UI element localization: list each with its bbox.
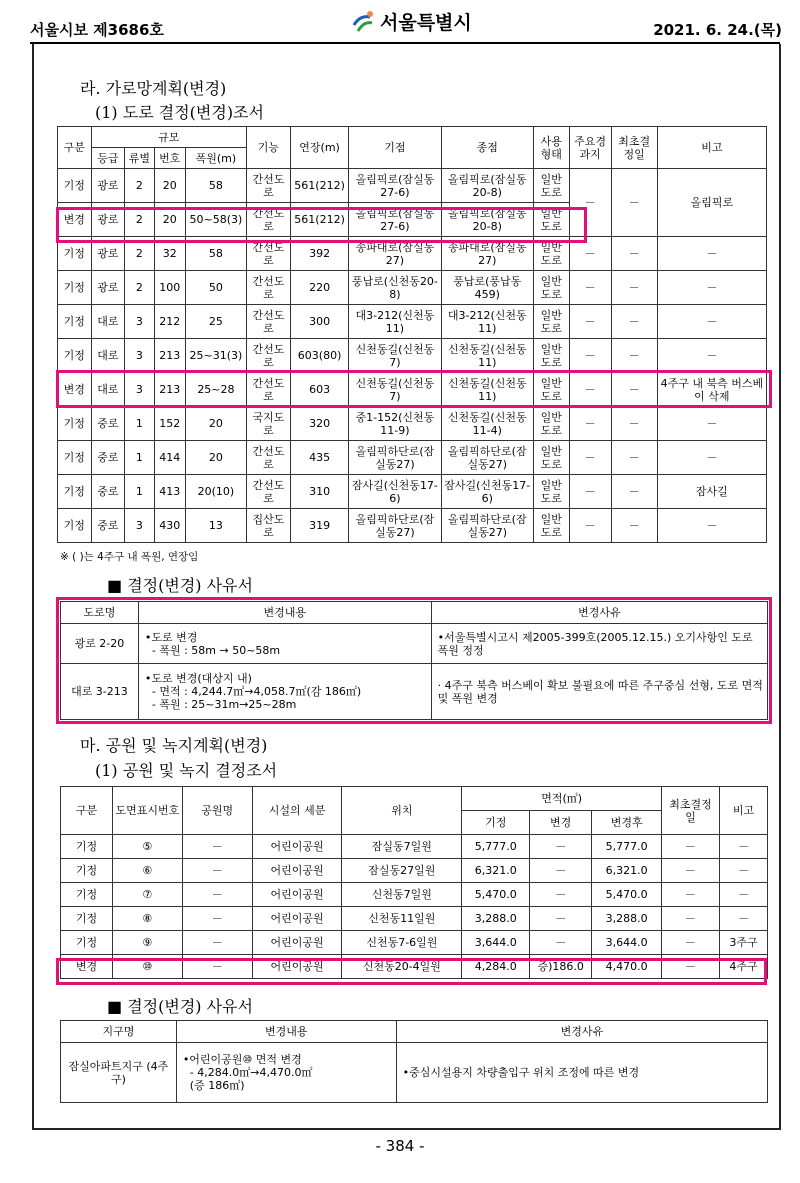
cell-choecho: － bbox=[611, 339, 657, 373]
cell-yeonjang: 220 bbox=[290, 271, 348, 305]
cell-deunggeup: 광로 bbox=[91, 203, 125, 237]
cell-gineung: 간선도로 bbox=[246, 441, 290, 475]
pt-h-domyeon: 도면표시번호 bbox=[112, 787, 182, 835]
cell-jongjeom: 풍납로(풍납동459) bbox=[441, 271, 533, 305]
park-row bbox=[61, 835, 768, 859]
r1-content-line: - 폭원 : 25~31m→25~28m bbox=[144, 698, 297, 711]
section-subtitle-road: (1) 도로 결정(변경)조서 bbox=[95, 103, 264, 122]
cell-choecho: － bbox=[611, 441, 657, 475]
park-cell-byeongyeong: － bbox=[530, 859, 592, 883]
cell-yeonjang: 310 bbox=[290, 475, 348, 509]
cell-jongjeom: 신천동길(신천동11) bbox=[441, 339, 533, 373]
park-cell-gongwon: － bbox=[182, 931, 252, 955]
pt-h-choecho: 최초결정일 bbox=[662, 787, 720, 835]
cell-yeonjang: 435 bbox=[290, 441, 348, 475]
cell-pokwon: 20(10) bbox=[186, 475, 247, 509]
cell-sayong: 일반도로 bbox=[533, 441, 569, 475]
cell-gineung: 간선도로 bbox=[246, 339, 290, 373]
cell-jugyo: － bbox=[569, 475, 611, 509]
cell-beonho: 414 bbox=[154, 441, 185, 475]
cell-gineung: 간선도로 bbox=[246, 305, 290, 339]
th-pokwon: 폭원(m) bbox=[186, 148, 247, 169]
cell-jongjeom: 신천동길(신천동11) bbox=[441, 373, 533, 407]
park-cell-gijeong: 5,777.0 bbox=[462, 835, 530, 859]
cell-deunggeup: 중로 bbox=[91, 441, 125, 475]
r1-road-name: 대로 3-213 bbox=[61, 664, 139, 720]
park-cell-gongwon: － bbox=[182, 955, 252, 979]
cell-gijeom: 잠사길(신천동17-6) bbox=[349, 475, 441, 509]
road-row bbox=[58, 271, 767, 305]
highlight-reason1 bbox=[56, 597, 772, 724]
park-cell-byeongyeong: － bbox=[530, 931, 592, 955]
r1-h-reason: 변경사유 bbox=[431, 602, 767, 624]
cell-gijeom: 풍납로(신천동20-8) bbox=[349, 271, 441, 305]
park-table bbox=[60, 786, 768, 979]
cell-pokwon: 20 bbox=[186, 441, 247, 475]
park-cell-byeongyeonghu: 6,321.0 bbox=[592, 859, 662, 883]
pt-h-gijeong: 기정 bbox=[462, 811, 530, 835]
road-row bbox=[58, 407, 767, 441]
park-row bbox=[61, 907, 768, 931]
cell-beonho: 213 bbox=[154, 373, 185, 407]
reason2-title: ■ 결정(변경) 사유서 bbox=[107, 997, 253, 1016]
park-cell-gongwon: － bbox=[182, 835, 252, 859]
park-cell-gubun: 기정 bbox=[61, 859, 113, 883]
r1-content-line: - 면적 : 4,244.7㎡→4,058.7㎡(감 186㎡) bbox=[144, 685, 362, 698]
reason1-title: ■ 결정(변경) 사유서 bbox=[107, 576, 253, 595]
cell-choecho: － bbox=[611, 475, 657, 509]
cell-gubun: 기정 bbox=[58, 271, 92, 305]
cell-deunggeup: 대로 bbox=[91, 373, 125, 407]
road-table-note: ※ ( )는 4주구 내 폭원, 연장임 bbox=[60, 551, 199, 563]
park-cell-wichi: 신천동7일원 bbox=[342, 883, 462, 907]
park-cell-byeongyeonghu: 5,470.0 bbox=[592, 883, 662, 907]
cell-ryubyeol: 2 bbox=[125, 169, 154, 203]
cell-sayong: 일반도로 bbox=[533, 237, 569, 271]
cell-pokwon: 58 bbox=[186, 169, 247, 203]
cell-jugyo: － bbox=[569, 339, 611, 373]
r1-content-line: •도로 변경(대상지 내) bbox=[144, 672, 252, 685]
highlight-road-row-2 bbox=[56, 207, 587, 243]
cell-gineung: 집산도로 bbox=[246, 509, 290, 543]
cell-gubun: 기정 bbox=[58, 509, 92, 543]
issue-date: 2021. 6. 24.(목) bbox=[653, 21, 782, 39]
cell-bigo: － bbox=[657, 339, 766, 373]
park-cell-byeongyeonghu: 5,777.0 bbox=[592, 835, 662, 859]
park-cell-bigo: － bbox=[720, 907, 768, 931]
r1-reason: •서울특별시고시 제2005-399호(2005.12.15.) 오기사항인 도로 폭원 정정 bbox=[431, 624, 767, 664]
cell-gineung: 간선도로 bbox=[246, 169, 290, 203]
park-cell-wichi: 잠실동27일원 bbox=[342, 859, 462, 883]
cell-bigo: － bbox=[657, 441, 766, 475]
park-cell-gijeong: 6,321.0 bbox=[462, 859, 530, 883]
cell-jugyo: － bbox=[569, 271, 611, 305]
cell-beonho: 20 bbox=[154, 169, 185, 203]
cell-pokwon: 25~28 bbox=[186, 373, 247, 407]
cell-sayong: 일반도로 bbox=[533, 271, 569, 305]
page-number: - 384 - bbox=[375, 1137, 425, 1155]
cell-gineung: 국지도로 bbox=[246, 407, 290, 441]
park-cell-domyeon: ⑩ bbox=[112, 955, 182, 979]
cell-ryubyeol: 1 bbox=[125, 475, 154, 509]
park-cell-wichi: 신천동7-6일원 bbox=[342, 931, 462, 955]
cell-gineung: 간선도로 bbox=[246, 373, 290, 407]
cell-pokwon: 50~58(3) bbox=[186, 203, 247, 237]
th-gyumo: 규모 bbox=[91, 127, 246, 148]
cell-beonho: 212 bbox=[154, 305, 185, 339]
cell-gijeom: 대3-212(신천동11) bbox=[349, 305, 441, 339]
park-cell-domyeon: ⑨ bbox=[112, 931, 182, 955]
park-cell-choecho: － bbox=[662, 883, 720, 907]
park-cell-byeongyeong: － bbox=[530, 835, 592, 859]
park-cell-gubun: 변경 bbox=[61, 955, 113, 979]
cell-gijeom: 신천동길(신천동7) bbox=[349, 339, 441, 373]
cell-pokwon: 20 bbox=[186, 407, 247, 441]
pt-h-sese: 시설의 세분 bbox=[252, 787, 342, 835]
cell-ryubyeol: 1 bbox=[125, 407, 154, 441]
cell-jongjeom: 대3-212(신천동11) bbox=[441, 305, 533, 339]
th-bigo: 비고 bbox=[657, 127, 766, 169]
park-cell-sese: 어린이공원 bbox=[252, 931, 342, 955]
highlight-road-row-7 bbox=[56, 370, 772, 408]
cell-gubun: 기정 bbox=[58, 407, 92, 441]
park-cell-sese: 어린이공원 bbox=[252, 859, 342, 883]
road-row bbox=[58, 509, 767, 543]
section-title-road: 라. 가로망계획(변경) bbox=[80, 79, 227, 98]
cell-jongjeom: 올림픽로(잠실동20-8) bbox=[441, 169, 533, 203]
cell-deunggeup: 광로 bbox=[91, 237, 125, 271]
pt-h-gubun: 구분 bbox=[61, 787, 113, 835]
cell-gubun: 변경 bbox=[58, 203, 92, 237]
cell-gubun: 기정 bbox=[58, 305, 92, 339]
cell-jugyo: － bbox=[569, 237, 611, 271]
cell-jugyo: － bbox=[569, 509, 611, 543]
park-cell-choecho: － bbox=[662, 835, 720, 859]
cell-deunggeup: 중로 bbox=[91, 475, 125, 509]
cell-yeonjang: 561(212) bbox=[290, 203, 348, 237]
seoul-city-name: 서울특별시 bbox=[380, 12, 472, 34]
park-cell-gongwon: － bbox=[182, 859, 252, 883]
cell-yeonjang: 320 bbox=[290, 407, 348, 441]
r2-content-line: - 4,284.0㎡→4,470.0㎡ bbox=[182, 1066, 313, 1079]
cell-deunggeup: 대로 bbox=[91, 305, 125, 339]
cell-gijeom: 중1-152(신천동11-9) bbox=[349, 407, 441, 441]
cell-yeonjang: 392 bbox=[290, 237, 348, 271]
park-cell-choecho: － bbox=[662, 859, 720, 883]
r2-content-line: (증 186㎡) bbox=[182, 1079, 245, 1092]
park-cell-choecho: － bbox=[662, 931, 720, 955]
cell-bigo: － bbox=[657, 407, 766, 441]
cell-yeonjang: 319 bbox=[290, 509, 348, 543]
cell-ryubyeol: 3 bbox=[125, 373, 154, 407]
cell-choecho: － bbox=[611, 169, 657, 237]
cell-gijeom: 올림픽하단로(잠실동27) bbox=[349, 441, 441, 475]
pt-h-byeongyeonghu: 변경후 bbox=[592, 811, 662, 835]
cell-jugyo: － bbox=[569, 373, 611, 407]
cell-sayong: 일반도로 bbox=[533, 305, 569, 339]
park-cell-wichi: 잠실동7일원 bbox=[342, 835, 462, 859]
road-row bbox=[58, 169, 767, 203]
park-cell-byeongyeong: － bbox=[530, 907, 592, 931]
cell-bigo: 잠사길 bbox=[657, 475, 766, 509]
th-jugyo: 주요경과지 bbox=[569, 127, 611, 169]
cell-sayong: 일반도로 bbox=[533, 373, 569, 407]
r1-content-line: - 폭원 : 58m → 50~58m bbox=[144, 643, 281, 657]
r2-content bbox=[176, 1043, 396, 1103]
park-cell-byeongyeong: － bbox=[530, 883, 592, 907]
pt-h-gongwon: 공원명 bbox=[182, 787, 252, 835]
park-cell-gongwon: － bbox=[182, 883, 252, 907]
cell-deunggeup: 대로 bbox=[91, 339, 125, 373]
cell-gubun: 기정 bbox=[58, 339, 92, 373]
park-row bbox=[61, 883, 768, 907]
cell-gubun: 기정 bbox=[58, 441, 92, 475]
cell-jongjeom: 올림픽하단로(잠실동27) bbox=[441, 441, 533, 475]
cell-gijeom: 올림픽로(잠실동27-6) bbox=[349, 203, 441, 237]
park-cell-bigo: － bbox=[720, 859, 768, 883]
cell-gubun: 기정 bbox=[58, 237, 92, 271]
cell-ryubyeol: 3 bbox=[125, 509, 154, 543]
cell-gijeom: 송파대로(잠실동27) bbox=[349, 237, 441, 271]
park-cell-wichi: 신천동20-4일원 bbox=[342, 955, 462, 979]
park-cell-sese: 어린이공원 bbox=[252, 907, 342, 931]
r1-reason: · 4주구 북측 버스베이 확보 불필요에 따른 주구중심 선형, 도로 면적 및 폭원 변경 bbox=[431, 664, 767, 720]
r2-content-line: •어린이공원⑩ 면적 변경 bbox=[182, 1053, 302, 1066]
cell-gijeom: 신천동길(신천동7) bbox=[349, 373, 441, 407]
road-table bbox=[57, 126, 767, 543]
park-cell-bigo: 3주구 bbox=[720, 931, 768, 955]
cell-pokwon: 58 bbox=[186, 237, 247, 271]
park-cell-byeongyeong: 증)186.0 bbox=[530, 955, 592, 979]
cell-yeonjang: 300 bbox=[290, 305, 348, 339]
pt-h-wichi: 위치 bbox=[342, 787, 462, 835]
cell-deunggeup: 중로 bbox=[91, 509, 125, 543]
cell-choecho: － bbox=[611, 271, 657, 305]
cell-jugyo: － bbox=[569, 407, 611, 441]
road-row bbox=[58, 441, 767, 475]
cell-sayong: 일반도로 bbox=[533, 475, 569, 509]
road-row bbox=[58, 339, 767, 373]
cell-bigo: － bbox=[657, 305, 766, 339]
cell-bigo: － bbox=[657, 237, 766, 271]
cell-gijeom: 올림픽로(잠실동27-6) bbox=[349, 169, 441, 203]
th-beonho: 번호 bbox=[154, 148, 185, 169]
cell-gineung: 간선도로 bbox=[246, 203, 290, 237]
park-cell-domyeon: ⑥ bbox=[112, 859, 182, 883]
th-sayong: 사용형태 bbox=[533, 127, 569, 169]
cell-deunggeup: 광로 bbox=[91, 169, 125, 203]
park-cell-domyeon: ⑧ bbox=[112, 907, 182, 931]
cell-gijeom: 올림픽하단로(잠실동27) bbox=[349, 509, 441, 543]
cell-beonho: 32 bbox=[154, 237, 185, 271]
cell-beonho: 100 bbox=[154, 271, 185, 305]
park-cell-gubun: 기정 bbox=[61, 883, 113, 907]
page-header bbox=[0, 0, 800, 40]
gazette-number: 서울시보 제3686호 bbox=[30, 21, 164, 39]
cell-pokwon: 25 bbox=[186, 305, 247, 339]
cell-choecho: － bbox=[611, 373, 657, 407]
park-cell-gijeong: 5,470.0 bbox=[462, 883, 530, 907]
reason2-table bbox=[60, 1020, 768, 1103]
pt-h-byeongyeong: 변경 bbox=[530, 811, 592, 835]
r1-h-name: 도로명 bbox=[61, 602, 139, 624]
th-ryubyeol: 류별 bbox=[125, 148, 154, 169]
cell-ryubyeol: 3 bbox=[125, 339, 154, 373]
park-cell-choecho: － bbox=[662, 907, 720, 931]
cell-choecho: － bbox=[611, 407, 657, 441]
r1-road-name: 광로 2-20 bbox=[61, 624, 139, 664]
road-row bbox=[58, 305, 767, 339]
cell-yeonjang: 561(212) bbox=[290, 169, 348, 203]
cell-jugyo: － bbox=[569, 169, 611, 237]
cell-beonho: 20 bbox=[154, 203, 185, 237]
seoul-logo bbox=[350, 8, 472, 35]
park-cell-gijeong: 3,644.0 bbox=[462, 931, 530, 955]
highlight-park-row-6 bbox=[56, 958, 767, 985]
park-cell-wichi: 신천동11일원 bbox=[342, 907, 462, 931]
section-title-park: 마. 공원 및 녹지계획(변경) bbox=[80, 736, 268, 755]
cell-jongjeom: 올림픽하단로(잠실동27) bbox=[441, 509, 533, 543]
cell-pokwon: 25~31(3) bbox=[186, 339, 247, 373]
cell-pokwon: 13 bbox=[186, 509, 247, 543]
cell-ryubyeol: 1 bbox=[125, 441, 154, 475]
road-row bbox=[58, 475, 767, 509]
park-cell-gubun: 기정 bbox=[61, 835, 113, 859]
cell-choecho: － bbox=[611, 237, 657, 271]
section-subtitle-park: (1) 공원 및 녹지 결정조서 bbox=[95, 761, 278, 780]
park-cell-choecho: － bbox=[662, 955, 720, 979]
park-cell-gubun: 기정 bbox=[61, 907, 113, 931]
cell-ryubyeol: 2 bbox=[125, 271, 154, 305]
park-cell-gijeong: 4,284.0 bbox=[462, 955, 530, 979]
cell-gubun: 변경 bbox=[58, 373, 92, 407]
cell-jongjeom: 잠사길(신천동17-6) bbox=[441, 475, 533, 509]
park-cell-gubun: 기정 bbox=[61, 931, 113, 955]
park-row bbox=[61, 931, 768, 955]
cell-bigo-merged: 올림픽로 bbox=[657, 169, 766, 237]
cell-gubun: 기정 bbox=[58, 475, 92, 509]
cell-bigo: － bbox=[657, 509, 766, 543]
cell-yeonjang: 603 bbox=[290, 373, 348, 407]
park-cell-bigo: － bbox=[720, 883, 768, 907]
r2-h-content: 변경내용 bbox=[176, 1021, 396, 1043]
park-cell-sese: 어린이공원 bbox=[252, 883, 342, 907]
cell-gineung: 간선도로 bbox=[246, 475, 290, 509]
cell-beonho: 413 bbox=[154, 475, 185, 509]
cell-jugyo: － bbox=[569, 441, 611, 475]
pt-h-myeonjeok: 면적(㎡) bbox=[462, 787, 662, 811]
cell-sayong: 일반도로 bbox=[533, 407, 569, 441]
cell-sayong: 일반도로 bbox=[533, 339, 569, 373]
cell-pokwon: 50 bbox=[186, 271, 247, 305]
cell-sayong: 일반도로 bbox=[533, 509, 569, 543]
cell-ryubyeol: 3 bbox=[125, 305, 154, 339]
r2-h-reason: 변경사유 bbox=[396, 1021, 767, 1043]
th-jongjeom: 종점 bbox=[441, 127, 533, 169]
cell-gineung: 간선도로 bbox=[246, 271, 290, 305]
cell-ryubyeol: 2 bbox=[125, 237, 154, 271]
cell-beonho: 430 bbox=[154, 509, 185, 543]
cell-deunggeup: 광로 bbox=[91, 271, 125, 305]
th-gijeom: 기점 bbox=[349, 127, 441, 169]
cell-beonho: 152 bbox=[154, 407, 185, 441]
r1-content-line: •도로 변경 bbox=[144, 630, 198, 644]
cell-bigo: 4주구 내 북측 버스베이 삭제 bbox=[657, 373, 766, 407]
park-cell-byeongyeonghu: 3,644.0 bbox=[592, 931, 662, 955]
cell-choecho: － bbox=[611, 509, 657, 543]
r2-reason: •중심시설용지 차량출입구 위치 조정에 따른 변경 bbox=[396, 1043, 767, 1103]
park-row bbox=[61, 859, 768, 883]
park-cell-gongwon: － bbox=[182, 907, 252, 931]
cell-jugyo: － bbox=[569, 305, 611, 339]
th-gineung: 기능 bbox=[246, 127, 290, 169]
cell-jongjeom: 올림픽로(잠실동20-8) bbox=[441, 203, 533, 237]
cell-jongjeom: 송파대로(잠실동27) bbox=[441, 237, 533, 271]
cell-gineung: 간선도로 bbox=[246, 237, 290, 271]
th-deunggeup: 등급 bbox=[91, 148, 125, 169]
r1-h-content: 변경내용 bbox=[138, 602, 431, 624]
park-cell-byeongyeonghu: 3,288.0 bbox=[592, 907, 662, 931]
park-cell-bigo: － bbox=[720, 835, 768, 859]
r2-name: 잠실아파트지구 (4주구) bbox=[61, 1043, 177, 1103]
park-cell-domyeon: ⑤ bbox=[112, 835, 182, 859]
cell-ryubyeol: 2 bbox=[125, 203, 154, 237]
th-yeonjang: 연장(m) bbox=[290, 127, 348, 169]
cell-bigo: － bbox=[657, 271, 766, 305]
park-cell-domyeon: ⑦ bbox=[112, 883, 182, 907]
park-cell-byeongyeonghu: 4,470.0 bbox=[592, 955, 662, 979]
cell-jongjeom: 신천동길(신천동11-4) bbox=[441, 407, 533, 441]
seoul-emblem-icon bbox=[350, 9, 376, 35]
cell-sayong: 일반도로 bbox=[533, 203, 569, 237]
park-cell-gijeong: 3,288.0 bbox=[462, 907, 530, 931]
r2-h-name: 지구명 bbox=[61, 1021, 177, 1043]
cell-deunggeup: 중로 bbox=[91, 407, 125, 441]
cell-yeonjang: 603(80) bbox=[290, 339, 348, 373]
park-cell-sese: 어린이공원 bbox=[252, 955, 342, 979]
cell-gubun: 기정 bbox=[58, 169, 92, 203]
park-cell-sese: 어린이공원 bbox=[252, 835, 342, 859]
pt-h-bigo: 비고 bbox=[720, 787, 768, 835]
cell-sayong: 일반도로 bbox=[533, 169, 569, 203]
th-choecho: 최초결정일 bbox=[611, 127, 657, 169]
park-cell-bigo: 4주구 bbox=[720, 955, 768, 979]
cell-beonho: 213 bbox=[154, 339, 185, 373]
th-gubun: 구분 bbox=[58, 127, 92, 169]
cell-choecho: － bbox=[611, 305, 657, 339]
